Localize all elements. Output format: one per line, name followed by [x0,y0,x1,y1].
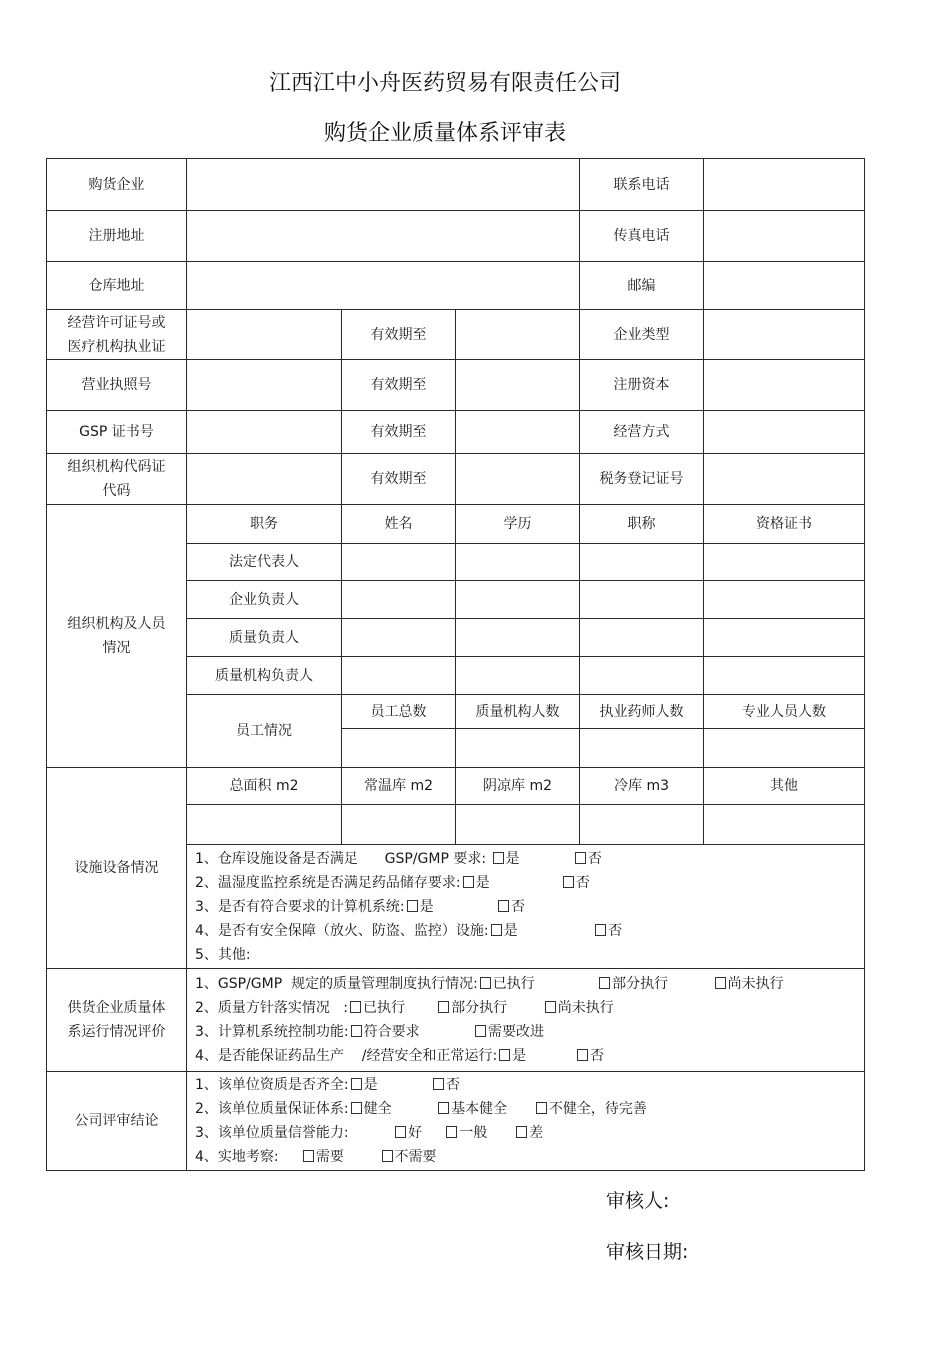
facility-header-normal: 常温库 m2 [342,768,456,805]
cell-input[interactable] [187,805,342,845]
cell-input[interactable] [704,805,865,845]
quality-label-line2: 系运行情况评价 [67,1024,166,1040]
checkbox[interactable] [577,1049,588,1061]
label-valid-until: 有效期至 [342,360,456,411]
cell-input[interactable] [456,544,580,581]
checkbox[interactable] [407,900,418,912]
checkbox[interactable] [491,924,502,936]
biz-mode-field[interactable] [704,411,865,454]
license-valid-field[interactable] [456,310,580,360]
license-field[interactable] [187,310,342,360]
facility-q3: 3、是否有符合要求的计算机系统: 是 否 [195,898,525,915]
checkbox[interactable] [438,1001,449,1013]
cell-input[interactable] [456,729,580,768]
staff-header-quality: 质量机构人数 [456,695,580,729]
role-legal-rep: 法定代表人 [187,544,342,581]
conclusion-q1: 1、该单位资质是否齐全: 是 否 [195,1077,461,1093]
biz-license-field[interactable] [187,360,342,411]
staff-label: 员工情况 [187,695,342,768]
cell-input[interactable] [580,619,704,657]
cell-input[interactable] [342,657,456,695]
cell-input[interactable] [580,657,704,695]
label-buyer: 购货企业 [47,159,187,211]
checkbox[interactable] [351,1102,362,1114]
cell-input[interactable] [704,544,865,581]
label-reg-capital: 注册资本 [580,360,704,411]
label-org-code-line1: 组织机构代码证 [67,459,166,475]
checkbox[interactable] [475,1025,486,1037]
label-license-line2: 医疗机构执业证 [67,338,166,355]
checkbox[interactable] [536,1102,547,1114]
cell-input[interactable] [704,581,865,619]
warehouse-field[interactable] [187,262,580,310]
facility-header-cold: 冷库 m3 [580,768,704,805]
conclusion-section-label: 公司评审结论 [47,1072,187,1171]
label-valid-until: 有效期至 [342,411,456,454]
checkbox[interactable] [575,852,586,864]
phone-field[interactable] [704,159,865,211]
label-license [47,310,187,360]
checkbox[interactable] [493,852,504,864]
checkbox[interactable] [351,1025,362,1037]
role-quality-head: 质量负责人 [187,619,342,657]
company-type-field[interactable] [704,310,865,360]
cell-input[interactable] [342,619,456,657]
cell-input[interactable] [704,729,865,768]
cell-input[interactable] [342,581,456,619]
label-tax-reg: 税务登记证号 [580,454,704,505]
facilities-section-label: 设施设备情况 [47,768,187,969]
facility-q2: 2、温湿度监控系统是否满足药品储存要求: 是 否 [195,874,590,891]
label-phone: 联系电话 [580,159,704,211]
buyer-field[interactable] [187,159,580,211]
quality-q2: 2、质量方针落实情况 : 已执行 部分执行 尚未执行 [195,1000,614,1016]
cell-input[interactable] [342,544,456,581]
org-code-field[interactable] [187,454,342,505]
label-warehouse: 仓库地址 [47,262,187,310]
checkbox[interactable] [433,1078,444,1090]
checkbox[interactable] [563,876,574,888]
cell-input[interactable] [456,805,580,845]
cell-input[interactable] [580,729,704,768]
quality-label-line1: 供货企业质量体 [67,1000,166,1016]
reviewer-label: 审核人: [606,1190,670,1212]
col-header-education: 学历 [456,505,580,544]
personnel-label-line2: 情况 [102,640,131,656]
checkbox[interactable] [446,1126,457,1138]
cell-input[interactable] [456,657,580,695]
cell-input[interactable] [342,805,456,845]
personnel-section-label [47,505,187,768]
quality-q4: 4、是否能保证药品生产 /经营安全和正常运行: 是 否 [195,1048,605,1064]
quality-questions [187,969,865,1072]
staff-header-professional: 专业人员人数 [704,695,865,729]
conclusion-q3: 3、该单位质量信誉能力: 好 一般 差 [195,1125,544,1141]
gsp-valid-field[interactable] [456,411,580,454]
reg-capital-field[interactable] [704,360,865,411]
label-reg-address: 注册地址 [47,211,187,262]
label-biz-mode: 经营方式 [580,411,704,454]
col-header-title: 职称 [580,505,704,544]
cell-input[interactable] [704,657,865,695]
company-name: 江西江中小舟医药贸易有限责任公司 [268,71,621,96]
checkbox[interactable] [303,1150,314,1162]
facility-header-total-area: 总面积 m2 [187,768,342,805]
facility-q4: 4、是否有安全保障（放火、防盗、监控）设施: 是 否 [195,922,623,939]
cell-input[interactable] [342,729,456,768]
checkbox[interactable] [351,1078,362,1090]
label-company-type: 企业类型 [580,310,704,360]
checkbox[interactable] [480,977,491,989]
checkbox[interactable] [463,876,474,888]
gsp-cert-field[interactable] [187,411,342,454]
facility-header-other: 其他 [704,768,865,805]
role-company-head: 企业负责人 [187,581,342,619]
cell-input[interactable] [704,619,865,657]
quality-q1: 1、GSP/GMP 规定的质量管理制度执行情况: 已执行 部分执行 尚未执行 [195,976,784,992]
facility-q1: 1、仓库设施设备是否满足 GSP/GMP 要求: 是 否 [195,850,602,867]
label-fax: 传真电话 [580,211,704,262]
label-org-code [47,454,187,505]
label-postcode: 邮编 [580,262,704,310]
checkbox[interactable] [350,1001,361,1013]
facilities-questions [187,845,865,969]
checkbox[interactable] [595,924,606,936]
reg-address-field[interactable] [187,211,580,262]
label-valid-until: 有效期至 [342,454,456,505]
personnel-label-line1: 组织机构及人员 [67,616,166,632]
facility-q5: 5、其他: [195,946,251,963]
checkbox[interactable] [498,900,509,912]
cell-input[interactable] [580,805,704,845]
cell-input[interactable] [580,581,704,619]
quality-section-label [47,969,187,1072]
cell-input[interactable] [580,544,704,581]
checkbox[interactable] [545,1001,556,1013]
checkbox[interactable] [438,1102,449,1114]
evaluation-form-table [46,158,865,1171]
cell-input[interactable] [456,581,580,619]
label-biz-license: 营业执照号 [47,360,187,411]
facility-header-cool: 阴凉库 m2 [456,768,580,805]
label-gsp-cert: GSP 证书号 [47,411,187,454]
org-code-valid-field[interactable] [456,454,580,505]
checkbox[interactable] [599,977,610,989]
cell-input[interactable] [456,619,580,657]
tax-reg-field[interactable] [704,454,865,505]
conclusion-questions [187,1072,865,1171]
checkbox[interactable] [715,977,726,989]
staff-header-pharmacist: 执业药师人数 [580,695,704,729]
col-header-name: 姓名 [342,505,456,544]
form-title: 购货企业质量体系评审表 [323,121,566,146]
checkbox[interactable] [382,1150,393,1162]
review-date-label: 审核日期: [606,1241,689,1263]
conclusion-q2: 2、该单位质量保证体系: 健全 基本健全 不健全，待完善 [195,1101,647,1117]
checkbox[interactable] [499,1049,510,1061]
biz-license-valid-field[interactable] [456,360,580,411]
checkbox[interactable] [516,1126,527,1138]
label-license-line1: 经营许可证号或 [67,314,166,331]
staff-header-total: 员工总数 [342,695,456,729]
conclusion-q4: 4、实地考察: 需要 不需要 [195,1149,437,1165]
label-valid-until: 有效期至 [342,310,456,360]
quality-q3: 3、计算机系统控制功能: 符合要求 需要改进 [195,1024,545,1040]
label-org-code-line2: 代码 [102,483,131,499]
role-quality-dept-head: 质量机构负责人 [187,657,342,695]
postcode-field[interactable] [704,262,865,310]
col-header-position: 职务 [187,505,342,544]
col-header-qualification: 资格证书 [704,505,865,544]
fax-field[interactable] [704,211,865,262]
checkbox[interactable] [395,1126,406,1138]
